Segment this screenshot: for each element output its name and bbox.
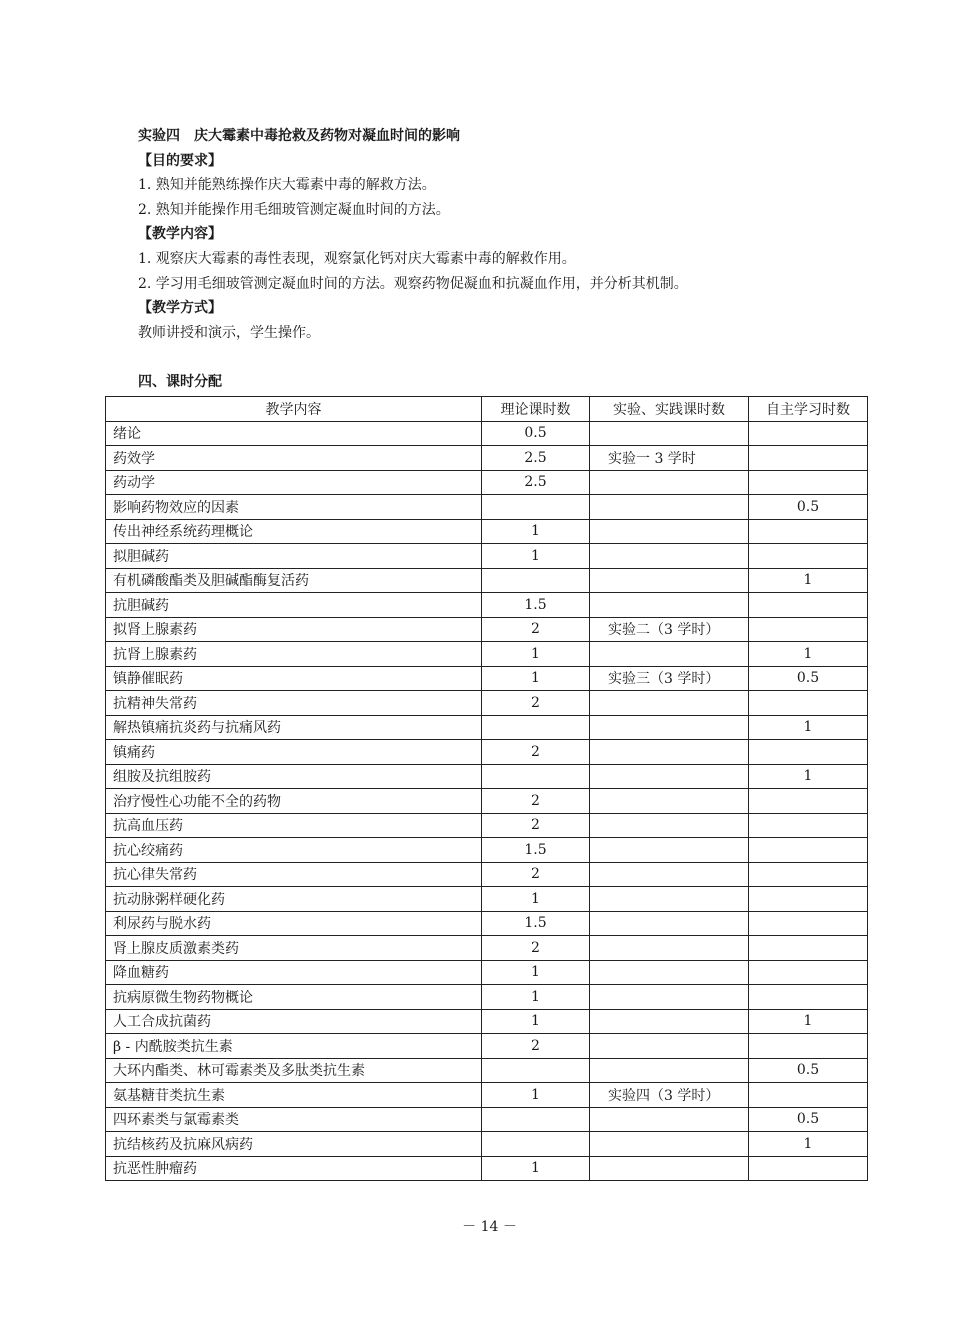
cell-practice-hours — [590, 1034, 749, 1059]
table-row — [106, 568, 868, 593]
cell-theory-hours: 2 — [482, 617, 590, 642]
cell-practice-hours — [590, 1156, 749, 1181]
cell-topic: 影响药物效应的因素 — [106, 495, 482, 520]
cell-theory-hours: 1 — [482, 1083, 590, 1108]
cell-self-study-hours — [749, 936, 868, 961]
cell-self-study-hours — [749, 1156, 868, 1181]
table-row — [106, 544, 868, 569]
hours-allocation-table — [105, 396, 868, 1181]
objective-item: 1. 熟知并能熟练操作庆大霉素中毒的解救方法。 — [138, 177, 436, 194]
cell-theory-hours — [482, 1058, 590, 1083]
table-row — [106, 764, 868, 789]
cell-practice-hours — [590, 764, 749, 789]
cell-self-study-hours: 0.5 — [749, 1107, 868, 1132]
cell-practice-hours — [590, 691, 749, 716]
cell-self-study-hours — [749, 421, 868, 446]
cell-practice-hours — [590, 911, 749, 936]
cell-topic: 抗恶性肿瘤药 — [106, 1156, 482, 1181]
cell-theory-hours: 1 — [482, 1009, 590, 1034]
cell-topic: 拟胆碱药 — [106, 544, 482, 569]
cell-topic: 抗心律失常药 — [106, 862, 482, 887]
table-row — [106, 911, 868, 936]
cell-theory-hours: 0.5 — [482, 421, 590, 446]
cell-topic: 肾上腺皮质激素类药 — [106, 936, 482, 961]
cell-self-study-hours — [749, 593, 868, 618]
cell-topic: 人工合成抗菌药 — [106, 1009, 482, 1034]
cell-practice-hours — [590, 1107, 749, 1132]
cell-self-study-hours: 1 — [749, 764, 868, 789]
cell-topic: 有机磷酸酯类及胆碱酯酶复活药 — [106, 568, 482, 593]
table-row — [106, 1083, 868, 1108]
cell-practice-hours — [590, 715, 749, 740]
table-header-row — [106, 397, 868, 422]
cell-self-study-hours — [749, 519, 868, 544]
table-row — [106, 985, 868, 1010]
table-row — [106, 642, 868, 667]
cell-theory-hours: 2 — [482, 789, 590, 814]
cell-theory-hours: 1.5 — [482, 593, 590, 618]
table-row — [106, 1034, 868, 1059]
cell-self-study-hours: 1 — [749, 642, 868, 667]
cell-self-study-hours: 1 — [749, 568, 868, 593]
cell-self-study-hours — [749, 960, 868, 985]
cell-theory-hours: 2 — [482, 1034, 590, 1059]
cell-practice-hours — [590, 813, 749, 838]
table-row — [106, 617, 868, 642]
cell-theory-hours: 2 — [482, 740, 590, 765]
table-row — [106, 1107, 868, 1132]
table-row — [106, 1132, 868, 1157]
cell-practice-hours: 实验三（3 学时） — [590, 666, 749, 691]
cell-theory-hours: 1 — [482, 544, 590, 569]
cell-topic: 治疗慢性心功能不全的药物 — [106, 789, 482, 814]
cell-practice-hours — [590, 642, 749, 667]
cell-self-study-hours — [749, 789, 868, 814]
cell-practice-hours — [590, 495, 749, 520]
table-row — [106, 519, 868, 544]
cell-self-study-hours — [749, 617, 868, 642]
table-body — [106, 421, 868, 1181]
header-theory-hours: 理论课时数 — [482, 397, 590, 422]
cell-practice-hours — [590, 936, 749, 961]
cell-self-study-hours — [749, 740, 868, 765]
cell-self-study-hours — [749, 446, 868, 471]
cell-practice-hours: 实验四（3 学时） — [590, 1083, 749, 1108]
cell-practice-hours — [590, 740, 749, 765]
cell-theory-hours: 1 — [482, 666, 590, 691]
table-row — [106, 715, 868, 740]
content-item: 1. 观察庆大霉素的毒性表现，观察氯化钙对庆大霉素中毒的解救作用。 — [138, 250, 576, 267]
content-item: 2. 学习用毛细玻管测定凝血时间的方法。观察药物促凝血和抗凝血作用，并分析其机制。 — [138, 275, 688, 292]
cell-theory-hours — [482, 1132, 590, 1157]
cell-practice-hours — [590, 862, 749, 887]
method-text: 教师讲授和演示，学生操作。 — [138, 324, 320, 341]
cell-self-study-hours — [749, 1034, 868, 1059]
cell-self-study-hours — [749, 887, 868, 912]
cell-theory-hours: 2.5 — [482, 470, 590, 495]
section-heading: 四、课时分配 — [138, 374, 222, 390]
cell-practice-hours — [590, 960, 749, 985]
cell-self-study-hours: 0.5 — [749, 666, 868, 691]
table-row — [106, 593, 868, 618]
table-row — [106, 666, 868, 691]
cell-topic: 传出神经系统药理概论 — [106, 519, 482, 544]
cell-theory-hours — [482, 1107, 590, 1132]
table-row — [106, 740, 868, 765]
cell-practice-hours — [590, 568, 749, 593]
cell-theory-hours — [482, 568, 590, 593]
cell-topic: 组胺及抗组胺药 — [106, 764, 482, 789]
cell-self-study-hours: 0.5 — [749, 1058, 868, 1083]
cell-theory-hours: 1 — [482, 887, 590, 912]
cell-topic: 利尿药与脱水药 — [106, 911, 482, 936]
cell-self-study-hours — [749, 862, 868, 887]
cell-practice-hours — [590, 421, 749, 446]
cell-topic: 解热镇痛抗炎药与抗痛风药 — [106, 715, 482, 740]
cell-theory-hours — [482, 764, 590, 789]
cell-theory-hours: 1.5 — [482, 911, 590, 936]
table-row — [106, 960, 868, 985]
cell-self-study-hours — [749, 1083, 868, 1108]
header-self-study-hours: 自主学习时数 — [749, 397, 868, 422]
objectives-heading: 【目的要求】 — [138, 152, 222, 169]
page-number: － 14 － — [462, 1219, 517, 1235]
cell-theory-hours: 1 — [482, 1156, 590, 1181]
cell-topic: β - 内酰胺类抗生素 — [106, 1034, 482, 1059]
cell-topic: 大环内酯类、林可霉素类及多肽类抗生素 — [106, 1058, 482, 1083]
table-row — [106, 421, 868, 446]
cell-theory-hours: 1 — [482, 519, 590, 544]
cell-self-study-hours — [749, 911, 868, 936]
cell-self-study-hours: 1 — [749, 1009, 868, 1034]
cell-topic: 拟肾上腺素药 — [106, 617, 482, 642]
header-practice-hours: 实验、实践课时数 — [590, 397, 749, 422]
cell-topic: 氨基糖苷类抗生素 — [106, 1083, 482, 1108]
table-row — [106, 813, 868, 838]
cell-practice-hours — [590, 1132, 749, 1157]
cell-theory-hours: 1 — [482, 985, 590, 1010]
cell-topic: 抗心绞痛药 — [106, 838, 482, 863]
cell-topic: 药效学 — [106, 446, 482, 471]
experiment-title: 实验四 庆大霉素中毒抢救及药物对凝血时间的影响 — [138, 128, 460, 144]
cell-self-study-hours — [749, 985, 868, 1010]
cell-practice-hours — [590, 838, 749, 863]
cell-theory-hours: 1 — [482, 960, 590, 985]
cell-practice-hours — [590, 593, 749, 618]
cell-topic: 降血糖药 — [106, 960, 482, 985]
cell-self-study-hours — [749, 813, 868, 838]
cell-self-study-hours — [749, 544, 868, 569]
cell-topic: 镇痛药 — [106, 740, 482, 765]
objective-item: 2. 熟知并能操作用毛细玻管测定凝血时间的方法。 — [138, 201, 450, 218]
cell-topic: 绪论 — [106, 421, 482, 446]
cell-practice-hours — [590, 519, 749, 544]
cell-topic: 抗精神失常药 — [106, 691, 482, 716]
method-heading: 【教学方式】 — [138, 300, 222, 317]
cell-topic: 药动学 — [106, 470, 482, 495]
table-row — [106, 691, 868, 716]
cell-topic: 抗结核药及抗麻风病药 — [106, 1132, 482, 1157]
table-row — [106, 936, 868, 961]
cell-practice-hours: 实验二（3 学时） — [590, 617, 749, 642]
table-row — [106, 470, 868, 495]
cell-practice-hours: 实验一 3 学时 — [590, 446, 749, 471]
cell-self-study-hours: 1 — [749, 1132, 868, 1157]
table-row — [106, 1058, 868, 1083]
cell-topic: 抗高血压药 — [106, 813, 482, 838]
cell-theory-hours: 2 — [482, 691, 590, 716]
cell-topic: 抗病原微生物药物概论 — [106, 985, 482, 1010]
cell-practice-hours — [590, 985, 749, 1010]
cell-topic: 抗胆碱药 — [106, 593, 482, 618]
cell-practice-hours — [590, 789, 749, 814]
cell-theory-hours: 2 — [482, 813, 590, 838]
cell-self-study-hours — [749, 691, 868, 716]
cell-theory-hours: 1 — [482, 642, 590, 667]
cell-theory-hours — [482, 715, 590, 740]
table-row — [106, 446, 868, 471]
cell-topic: 四环素类与氯霉素类 — [106, 1107, 482, 1132]
cell-theory-hours: 2 — [482, 862, 590, 887]
cell-theory-hours: 2 — [482, 936, 590, 961]
cell-practice-hours — [590, 887, 749, 912]
cell-theory-hours: 1.5 — [482, 838, 590, 863]
table-row — [106, 887, 868, 912]
cell-theory-hours — [482, 495, 590, 520]
header-teaching-content: 教学内容 — [106, 397, 482, 422]
table-row — [106, 789, 868, 814]
cell-topic: 抗肾上腺素药 — [106, 642, 482, 667]
cell-topic: 镇静催眠药 — [106, 666, 482, 691]
cell-self-study-hours: 1 — [749, 715, 868, 740]
cell-practice-hours — [590, 470, 749, 495]
cell-topic: 抗动脉粥样硬化药 — [106, 887, 482, 912]
table-row — [106, 1009, 868, 1034]
cell-self-study-hours — [749, 838, 868, 863]
table-row — [106, 495, 868, 520]
cell-self-study-hours: 0.5 — [749, 495, 868, 520]
content-heading: 【教学内容】 — [138, 226, 222, 243]
table-row — [106, 862, 868, 887]
experiment-section — [138, 124, 838, 345]
cell-theory-hours: 2.5 — [482, 446, 590, 471]
table-row — [106, 1156, 868, 1181]
cell-practice-hours — [590, 1009, 749, 1034]
table-row — [106, 838, 868, 863]
cell-practice-hours — [590, 1058, 749, 1083]
cell-self-study-hours — [749, 470, 868, 495]
cell-practice-hours — [590, 544, 749, 569]
